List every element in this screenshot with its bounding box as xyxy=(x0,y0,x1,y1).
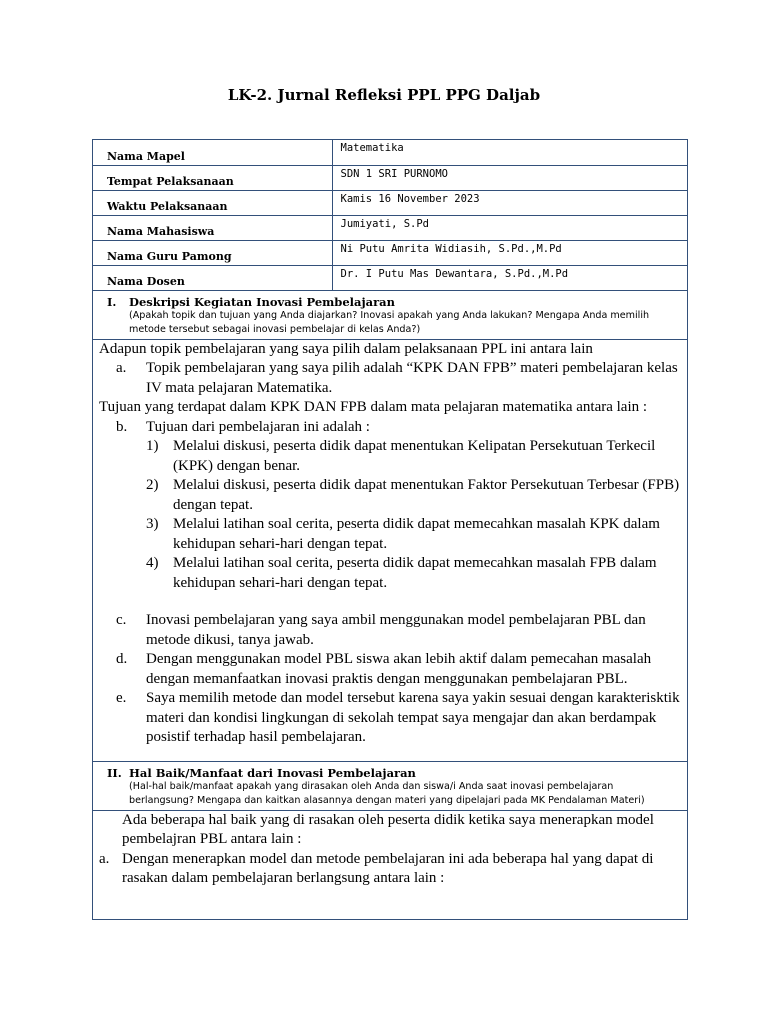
field-value: Jumiyati, S.Pd xyxy=(332,215,687,240)
list-text: Melalui latihan soal cerita, peserta didik dapat memecahkan masalah FPB dalam kehidupan sehari-hari dengan tepat. xyxy=(173,555,657,591)
list-text: Melalui diskusi, peserta didik dapat menentukan Kelipatan Persekutuan Terkecil (KPK) dengan benar. xyxy=(173,438,656,474)
list-marker: d. xyxy=(116,651,128,667)
list-marker: 2) xyxy=(146,477,159,493)
list-marker: e. xyxy=(116,690,127,706)
field-label: Tempat Pelaksanaan xyxy=(93,165,332,190)
goal-item xyxy=(99,515,681,554)
list-text: Dengan menerapkan model dan metode pembelajaran ini ada beberapa hal yang dapat di rasakan dalam pembelajaran berlangsung antara lain : xyxy=(122,850,654,886)
spacer xyxy=(99,593,681,611)
journal-form xyxy=(92,139,688,920)
list-text: Melalui latihan soal cerita, peserta didik dapat memecahkan masalah KPK dalam kehidupan sehari-hari dengan tepat. xyxy=(173,516,660,552)
field-label: Nama Dosen xyxy=(93,265,332,290)
table-row xyxy=(93,165,687,190)
field-label: Waktu Pelaksanaan xyxy=(93,190,332,215)
field-value: Kamis 16 November 2023 xyxy=(332,190,687,215)
section-prompt: (Hal-hal baik/manfaat apakah yang dirasakan oleh Anda dan siswa/i Anda saat inovasi pembelajaran berlangsung? Mengapa dan kaitkan alasannya dengan materi yang dipelajari pada MK Pendalaman Materi) xyxy=(129,780,645,806)
section-title: Hal Baik/Manfaat dari Inovasi Pembelajaran xyxy=(129,765,416,780)
field-value: Matematika xyxy=(332,140,687,165)
info-table xyxy=(93,140,687,291)
list-text: Tujuan dari pembelajaran ini adalah : xyxy=(146,418,370,435)
list-text: Melalui diskusi, peserta didik dapat menentukan Faktor Persekutuan Terbesar (FPB) dengan tepat. xyxy=(173,477,680,513)
list-marker: a. xyxy=(116,360,127,376)
list-marker: 1) xyxy=(146,438,159,454)
field-label: Nama Guru Pamong xyxy=(93,240,332,265)
table-row xyxy=(93,190,687,215)
table-row xyxy=(93,215,687,240)
field-value: SDN 1 SRI PURNOMO xyxy=(332,165,687,190)
section-title: Deskripsi Kegiatan Inovasi Pembelajaran xyxy=(129,294,395,309)
list-marker: 3) xyxy=(146,516,159,532)
list-marker: b. xyxy=(116,418,128,435)
field-value: Ni Putu Amrita Widiasih, S.Pd.,M.Pd xyxy=(332,240,687,265)
list-text: Saya memilih metode dan model tersebut karena saya yakin sesuai dengan karakterisktik materi dan kondisi lingkungan di sekolah tempat saya mengajar dan akan berdampak posistif terhadap hasil pembelajaran. xyxy=(146,690,680,745)
list-item xyxy=(99,650,681,689)
goal-item xyxy=(99,476,681,515)
list-marker: a. xyxy=(99,850,110,867)
section-1-header xyxy=(93,291,687,340)
section-1-content xyxy=(93,340,687,762)
field-value: Dr. I Putu Mas Dewantara, S.Pd.,M.Pd xyxy=(332,265,687,290)
list-text: Inovasi pembelajaran yang saya ambil menggunakan model pembelajaran PBL dan metode dikusi, tanya jawab. xyxy=(146,612,646,648)
intro-text: Ada beberapa hal baik yang di rasakan oleh peserta didik ketika saya menerapkan model pembelajran PBL antara lain : xyxy=(122,811,654,847)
list-marker: 4) xyxy=(146,555,159,571)
list-text: Topik pembelajaran yang saya pilih adalah “KPK DAN FPB” materi pembelajaran kelas IV mata pelajaran Matematika. xyxy=(146,360,678,396)
list-item xyxy=(99,611,681,650)
goal-item xyxy=(99,554,681,593)
section-number: I. xyxy=(107,294,117,309)
list-item xyxy=(99,850,681,889)
table-row xyxy=(93,240,687,265)
table-row xyxy=(93,140,687,165)
intro-text: Adapun topik pembelajaran yang saya pilih dalam pelaksanaan PPL ini antara lain xyxy=(99,340,593,357)
table-row xyxy=(93,265,687,290)
list-marker: c. xyxy=(116,612,127,628)
section-2-content xyxy=(93,811,687,889)
list-item xyxy=(99,359,681,398)
list-text: Dengan menggunakan model PBL siswa akan lebih aktif dalam pemecahan masalah dengan memanfaatkan inovasi praktis dengan menggunakan pembelajaran PBL. xyxy=(146,651,652,687)
section-number: II. xyxy=(107,765,122,780)
field-label: Nama Mapel xyxy=(93,140,332,165)
tujuan-text: Tujuan yang terdapat dalam KPK DAN FPB dalam mata pelajaran matematika antara lain : xyxy=(99,399,648,415)
section-prompt: (Apakah topik dan tujuan yang Anda diajarkan? Inovasi apakah yang Anda lakukan? Mengapa Anda memilih metode tersebut sebagai inovasi pembelajar di kelas Anda?) xyxy=(129,309,650,335)
document-title: LK-2. Jurnal Refleksi PPL PPG Daljab xyxy=(227,86,541,104)
section-2-header xyxy=(93,762,687,811)
list-item xyxy=(99,418,681,438)
list-item xyxy=(99,689,681,748)
goal-item xyxy=(99,437,681,476)
field-label: Nama Mahasiswa xyxy=(93,215,332,240)
